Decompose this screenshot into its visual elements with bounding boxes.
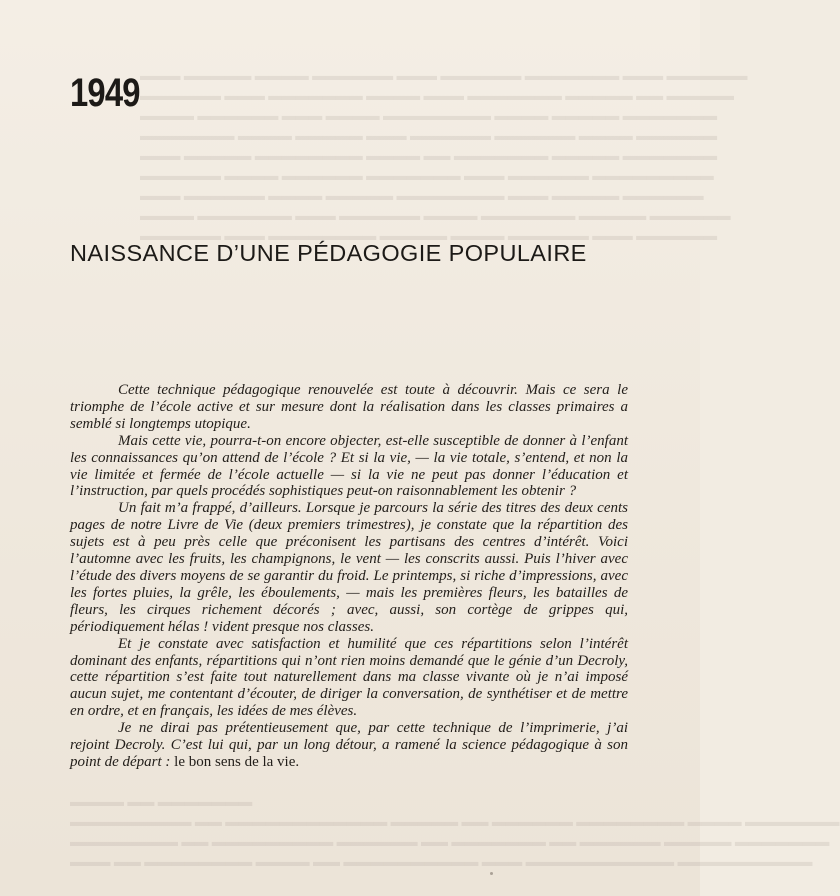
bleed-through-text-bottom: ▬▬▬▬ ▬▬ ▬▬▬▬▬▬▬ ▬▬▬▬▬▬▬▬▬ ▬▬ ▬▬▬▬▬▬▬▬▬▬▬▬ ▬▬▬▬▬ ▬▬ ▬▬▬▬▬▬ ▬▬▬▬▬▬▬▬ ▬▬▬▬ ▬▬▬▬▬▬▬ ▬▬▬▬▬▬▬▬ ▬▬ ▬▬▬▬▬▬▬▬▬ ▬▬▬▬▬▬ ▬▬ ▬▬▬▬▬▬▬ ▬▬ ▬▬▬▬▬▬ ▬▬▬▬▬ ▬▬▬▬▬▬▬ ▬▬▬ ▬▬ ▬▬▬▬▬▬▬▬ ▬▬▬▬ ▬▬ ▬▬▬▬▬▬▬▬▬▬ ▬▬▬ ▬▬▬▬▬▬▬▬▬▬▬ ▬▬▬▬▬▬▬▬▬▬ <box>70 794 840 869</box>
chapter-title: NAISSANCE D’UNE PÉDAGOGIE POPULAIRE <box>70 240 587 266</box>
chapter-body <box>70 382 628 771</box>
paragraph: Mais cette vie, pourra-t-on encore objecter, est-elle susceptible de donner à l’enfant les connaissances qu’on attend de l’école ? Et si la vie, — la vie totale, s’entend, et non la vie limitée et fermée de l’école actuelle — si la vie ne peut pas donner l’éducation et l’instruction, par quels procédés sophistiques peut-on raisonnablement les obtenir ? <box>70 432 628 500</box>
paragraph-italic-part: Je ne dirai pas prétentieusement que, par cette technique de l’imprimerie, j’ai rejoint Decroly. C’est lui qui, par un long détour, a ramené la science pédagogique à son point de départ : <box>70 720 628 770</box>
paragraph: Et je constate avec satisfaction et humilité que ces répartitions selon l’intérêt dominant des enfants, répartitions qui n’ont rien moins demandé que le génie d’un Decroly, cette répartition s’est faite tout naturellement dans ma classe vivante où je n’ai imposé aucun sujet, me contentant d’écouter, de diriger la conversation, de synthétiser et de mettre en ordre, et en français, les idées de mes élèves. <box>70 635 628 720</box>
paper-speck <box>490 872 493 875</box>
chapter-year: 1949 <box>70 71 140 115</box>
bleed-through-text-top: ▬▬▬ ▬▬▬▬▬ ▬▬▬▬ ▬▬▬▬▬▬ ▬▬▬ ▬▬▬▬▬▬ ▬▬▬▬▬▬▬ ▬▬▬ ▬▬▬▬▬▬ ▬▬▬▬▬▬ ▬▬▬ ▬▬▬▬▬▬▬ ▬▬▬▬ ▬▬▬ ▬▬▬▬▬▬▬ ▬▬▬▬▬ ▬▬ ▬▬▬▬▬ ▬▬▬▬ ▬▬▬▬▬▬ ▬▬▬ ▬▬▬▬ ▬▬▬▬▬▬▬▬ ▬▬▬▬ ▬▬▬▬▬ ▬▬▬▬▬▬▬ ▬▬▬▬▬▬▬ ▬▬▬▬ ▬▬▬▬▬ ▬▬▬ ▬▬▬▬▬▬ ▬▬▬▬▬▬ ▬▬▬▬ ▬▬▬▬▬▬ ▬▬▬ ▬▬▬▬▬ ▬▬▬▬▬▬▬▬ ▬▬▬▬ ▬▬ ▬▬▬▬▬▬▬ ▬▬▬▬▬ ▬▬▬▬▬▬▬ ▬▬▬▬▬▬ ▬▬▬▬ ▬▬▬▬▬▬ ▬▬▬▬▬▬▬ ▬▬▬ ▬▬▬▬▬▬ ▬▬▬▬▬▬▬▬▬ ▬▬▬ ▬▬▬▬▬▬ ▬▬▬▬ ▬▬▬▬▬ ▬▬▬▬▬▬▬▬ ▬▬▬ ▬▬▬▬▬ ▬▬▬▬▬▬ ▬▬▬▬ ▬▬▬▬▬▬▬ ▬▬▬ ▬▬▬▬▬▬ ▬▬▬▬ ▬▬▬▬▬▬▬ ▬▬▬▬▬ ▬▬▬▬▬▬ ▬▬▬▬▬▬ ▬▬▬ ▬▬▬▬▬▬▬▬ ▬▬▬▬▬ ▬▬▬▬ ▬▬▬▬▬▬ ▬▬▬ ▬▬▬▬▬▬ <box>140 68 748 243</box>
paragraph: Un fait m’a frappé, d’ailleurs. Lorsque je parcours la série des titres des deux cents pages de notre Livre de Vie (deux premiers trimestres), je constate que la répartition des sujets est à peu près celle que préconisent les partisans des centres d’intérêt. Voici l’automne avec les fruits, les champignons, le vent — les conscrits aussi. Puis l’hiver avec l’étude des divers moyens de se garantir du froid. Le printemps, si riche d’impressions, avec les fortes pluies, la grêle, les éboulements, — mais les premières fleurs, les batailles de fleurs, les cirques richement décorés ; avec, aussi, son cortège de grippes qui, périodiquement hélas ! vident presque nos classes. <box>70 500 628 635</box>
paragraph-roman-part: le bon sens de la vie. <box>170 753 300 770</box>
paragraph <box>70 720 628 771</box>
paragraph: Cette technique pédagogique renouvelée est toute à découvrir. Mais ce sera le triomphe de l’école active et sur mesure dont la réalisation dans les classes primaires a semblé si longtemps utopique. <box>70 382 628 432</box>
